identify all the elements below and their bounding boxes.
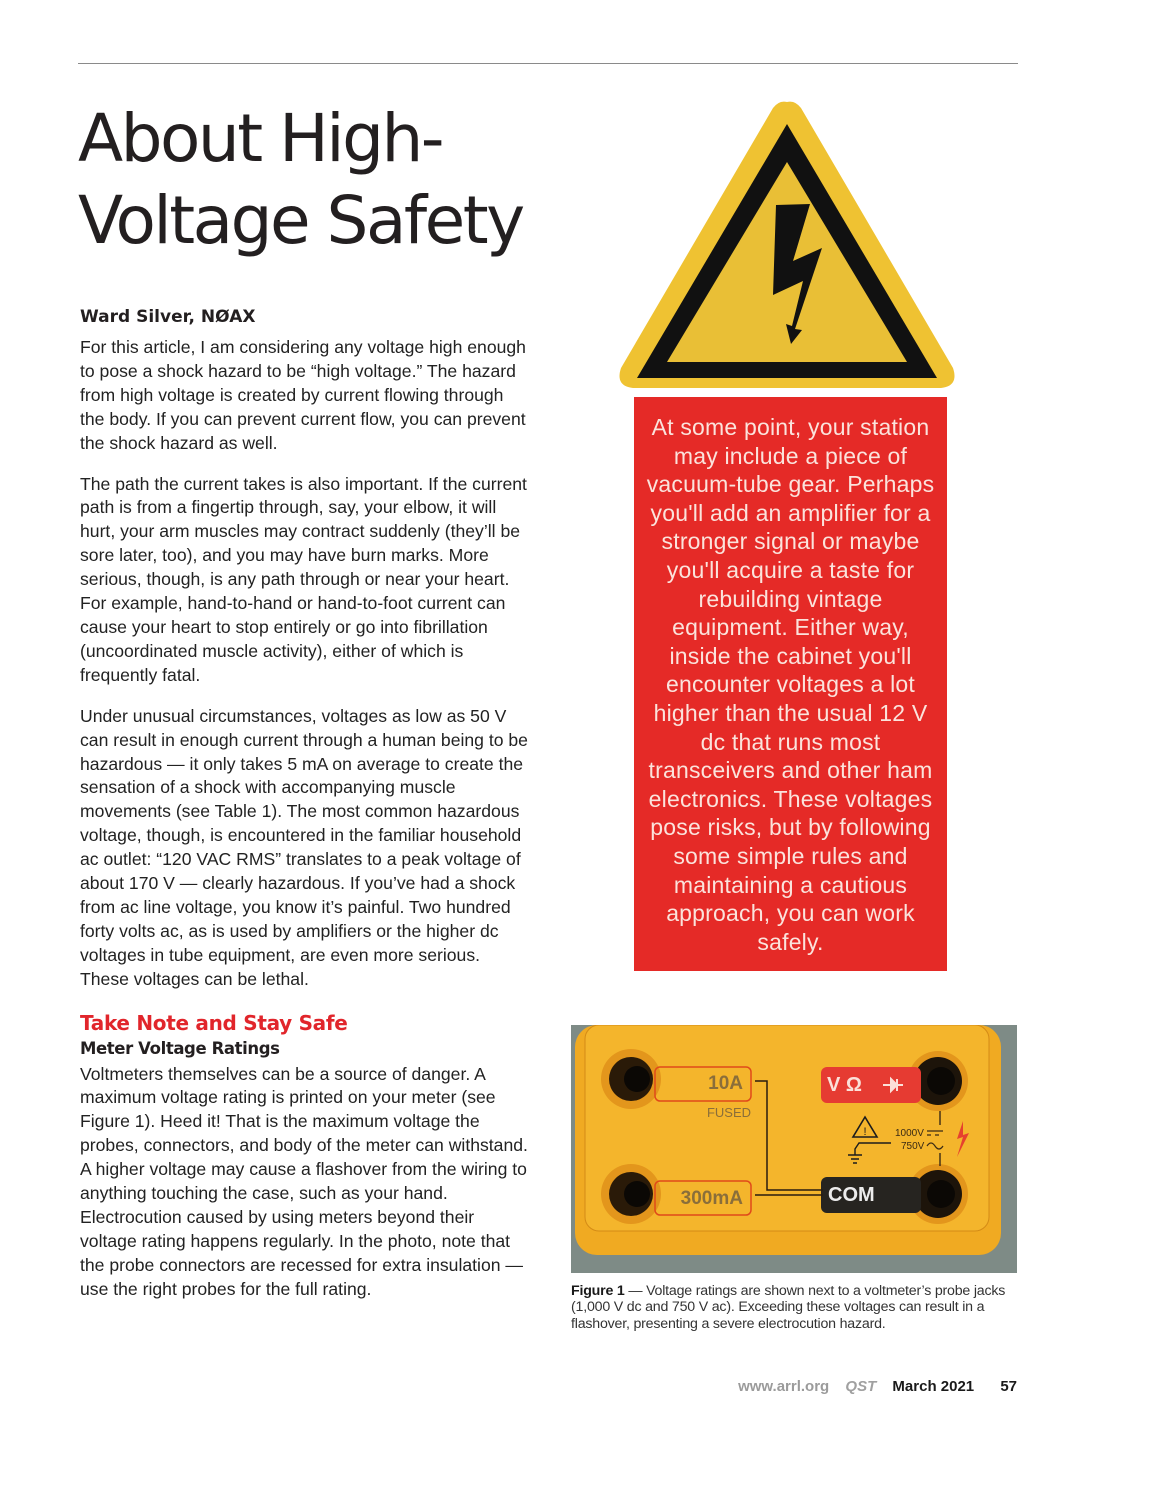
footer-magazine: QST [845,1378,877,1395]
caption-label: Figure 1 [571,1283,625,1299]
figure-1-meter-photo [571,1025,1017,1273]
subheading: Meter Voltage Ratings [80,1038,280,1058]
jack-10a [601,1049,661,1109]
page-number: 57 [1000,1378,1017,1395]
byline: Ward Silver, NØAX [80,307,256,327]
paragraph: Voltmeters themselves can be a source of danger. A maximum voltage rating is printed on your meter (see Figure 1). Heed it! That is the maximum voltage the probes, connectors, and body of the meter can withstand. A higher voltage may cause a flashover from the wiring to anything touching the case, such as your hand. Electrocution caused by using meters beyond their voltage rating happens regularly. In the photo, note that the probe connectors are recessed for extra insulation — use the right probes for the full rating. [80,1063,528,1299]
svg-text:!: ! [863,1126,867,1138]
title-line-2: Voltage Safety [78,182,523,259]
label-10a: 10A [708,1073,743,1094]
caption-text: — Voltage ratings are shown next to a voltmeter’s probe jacks (1,000 V dc and 750 V ac). Exceeding these voltages can result in a flashover, presenting a severe electrocution hazard. [571,1283,1006,1332]
label-com: COM [828,1184,875,1206]
high-voltage-warning-icon [615,96,960,401]
page-footer [738,1378,1017,1395]
label-300ma: 300mA [680,1188,743,1209]
figure-caption [571,1283,1017,1332]
label-fused: FUSED [706,1105,751,1120]
section-heading: Take Note and Stay Safe [80,1010,348,1035]
footer-url[interactable]: www.arrl.org [738,1378,830,1395]
label-v-ohm: V Ω [827,1074,862,1096]
label-1000v: 1000V [895,1128,924,1139]
pullquote-text: At some point, your station may include a piece of vacuum-tube gear. Perhaps you'll add an amplifier for a stronger signal or maybe you'll acquire a taste for rebuilding vintage equipment. Either way, inside the cabinet you'll encounter voltages a lot higher than the usual 12 V dc that runs most transceivers and other ham electronics. These voltages pose risks, but by following some simple rules and maintaining a cautious approach, you can work safely. [646,414,935,955]
footer-issue: March 2021 [892,1378,975,1395]
top-rule [78,63,1018,64]
paragraph: The path the current takes is also important. If the current path is from a fingertip through, say, your elbow, it will hurt, your arm muscles may contract suddenly (they’ll be sore later, too), and you may have burn marks. More serious, though, is any path through or near your heart. For example, hand-to-hand or hand-to-foot current can cause your heart to stop entirely or go into fibrillation (uncoordinated muscle activity), either of which is frequently fatal. [80,473,527,685]
paragraph: For this article, I am considering any voltage high enough to pose a shock hazard to be “high voltage.” The hazard from high voltage is created by current flowing through the body. If you can prevent current flow, you can prevent the shock hazard as well. [80,337,526,453]
article-title [78,98,598,262]
label-750v: 750V [901,1141,925,1152]
article-body [80,336,528,1302]
pullquote-box [634,397,947,971]
jack-300ma [601,1164,661,1224]
paragraph: Under unusual circumstances, voltages as low as 50 V can result in enough current through a human being to be hazardous — it only takes 5 mA on average to create the sensation of a shock with accompanying muscle movements (see Table 1). The most common hazardous voltage, though, is encountered in the familiar household ac outlet: “120 VAC RMS” translates to a peak voltage of about 170 V — clearly hazardous. If you’ve had a shock from ac line voltage, you know it’s painful. Two hundred forty volts ac, as is used by amplifiers or the higher dc voltages in tube equipment, are even more serious. These voltages can be lethal. [80,705,528,989]
title-line-1: About High- [78,100,443,177]
